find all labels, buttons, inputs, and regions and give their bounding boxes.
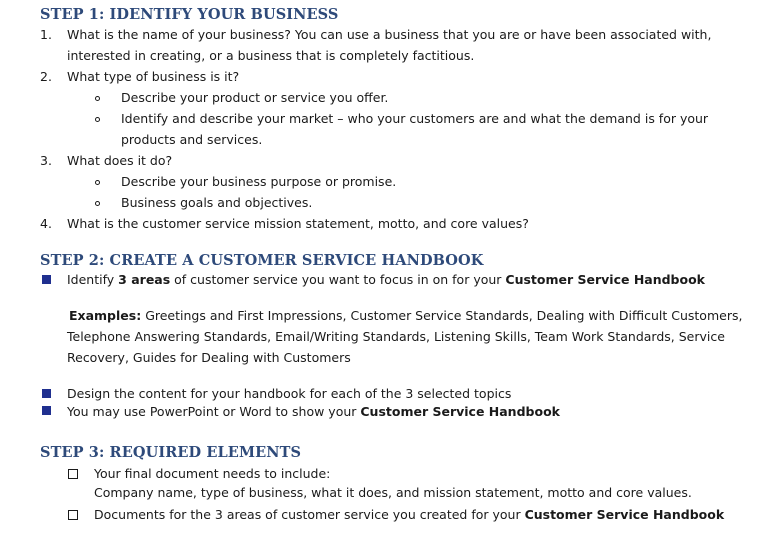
step2-heading: STEP 2: CREATE A CUSTOMER SERVICE HANDBOOK bbox=[40, 252, 484, 269]
bullet-text: Identify 3 areas of customer service you want to focus in on for your Customer Service Handbook bbox=[67, 272, 705, 287]
list-item-text: What is the customer service mission statement, motto, and core values? bbox=[67, 216, 529, 231]
sub-item-text: Describe your product or service you offer. bbox=[121, 90, 389, 105]
sub-item-text: Describe your business purpose or promise. bbox=[121, 174, 397, 189]
square-bullet-icon bbox=[42, 389, 51, 398]
checkbox-icon bbox=[68, 510, 78, 520]
list-number: 3. bbox=[40, 153, 52, 168]
square-bullet-icon bbox=[42, 275, 51, 284]
checklist-text: Documents for the 3 areas of customer service you created for your Customer Service Handbook bbox=[94, 507, 725, 522]
list-item-text: What type of business is it? bbox=[67, 69, 240, 84]
list-item-text: interested in creating, or a business that is completely factitious. bbox=[67, 48, 475, 63]
bullet-text: Design the content for your handbook for each of the 3 selected topics bbox=[67, 386, 512, 401]
circle-bullet-icon bbox=[95, 96, 100, 101]
circle-bullet-icon bbox=[95, 117, 100, 122]
examples-text: Telephone Answering Standards, Email/Writing Standards, Listening Skills, Team Work Standards, Service bbox=[67, 329, 725, 344]
sub-item-text: Identify and describe your market – who your customers are and what the demand is for your bbox=[121, 111, 709, 126]
square-bullet-icon bbox=[42, 406, 51, 415]
checklist-text: Your final document needs to include: bbox=[94, 466, 331, 481]
checkbox-icon bbox=[68, 469, 78, 479]
list-item-text: What does it do? bbox=[67, 153, 173, 168]
sub-item-text: Business goals and objectives. bbox=[121, 195, 313, 210]
list-item-text: What is the name of your business? You can use a business that you are or have been associated with, bbox=[67, 27, 712, 42]
list-number: 4. bbox=[40, 216, 52, 231]
sub-item-text: products and services. bbox=[121, 132, 263, 147]
list-number: 2. bbox=[40, 69, 52, 84]
list-number: 1. bbox=[40, 27, 52, 42]
step1-heading: STEP 1: IDENTIFY YOUR BUSINESS bbox=[40, 6, 339, 23]
examples-text: Recovery, Guides for Dealing with Customers bbox=[67, 350, 351, 365]
bullet-text: You may use PowerPoint or Word to show your Customer Service Handbook bbox=[67, 404, 560, 419]
step3-heading: STEP 3: REQUIRED ELEMENTS bbox=[40, 444, 302, 461]
checklist-text: Company name, type of business, what it does, and mission statement, motto and core values. bbox=[94, 485, 692, 500]
circle-bullet-icon bbox=[95, 180, 100, 185]
circle-bullet-icon bbox=[95, 201, 100, 206]
examples-text: Examples: Greetings and First Impressions, Customer Service Standards, Dealing with Difficult Customers, bbox=[69, 308, 743, 323]
